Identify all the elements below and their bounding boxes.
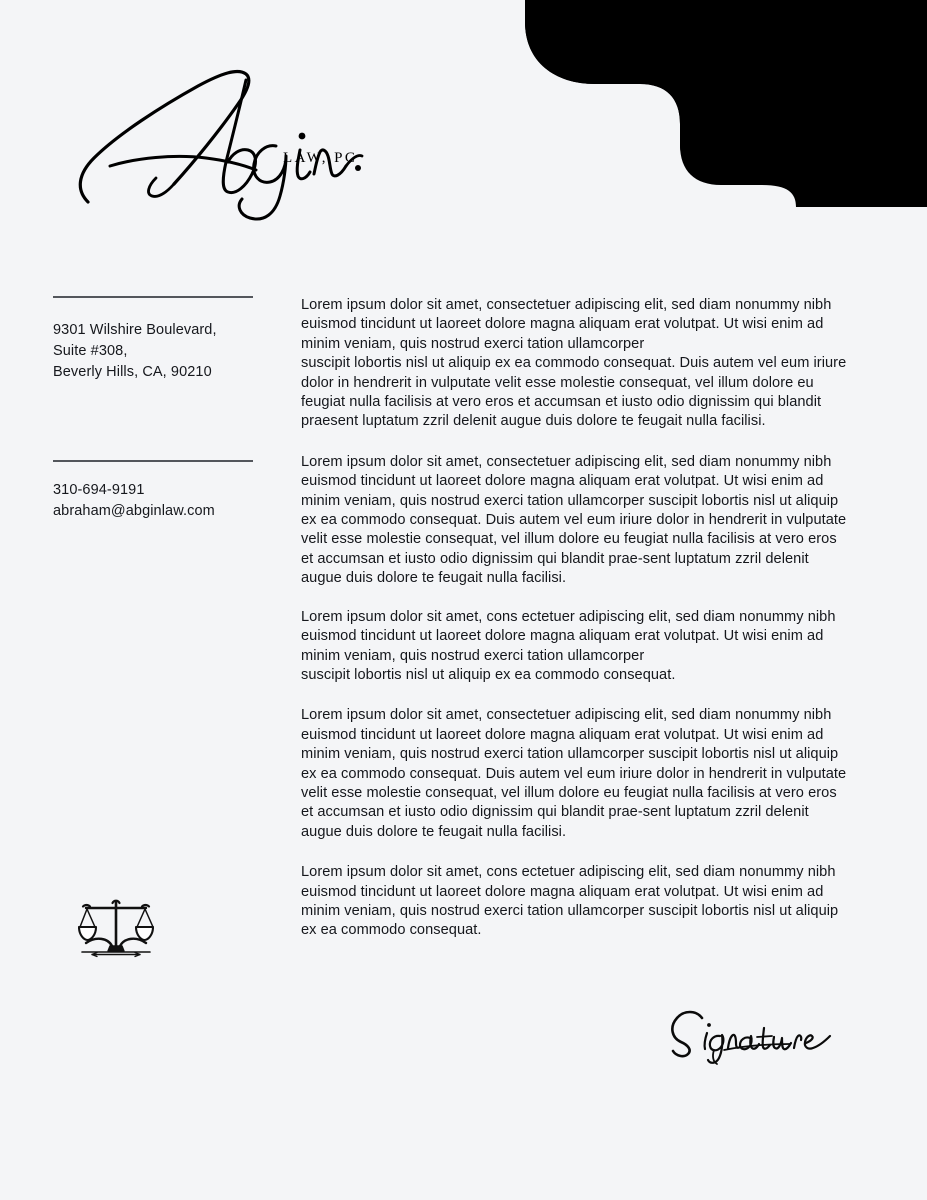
email-address[interactable]: abraham@abginlaw.com bbox=[53, 503, 215, 519]
logo-wordmark: LAW, PC bbox=[283, 150, 358, 166]
address-divider bbox=[53, 296, 253, 298]
address-line-1: 9301 Wilshire Boulevard, bbox=[53, 322, 217, 338]
contact-block bbox=[53, 480, 268, 522]
abgin-signature-logo-mark bbox=[70, 62, 370, 210]
body-paragraph-3: Lorem ipsum dolor sit amet, consectetuer adipiscing elit, sed diam nonummy nibh euismod tincidunt ut laoreet dolore magna aliquam erat volutpat. Ut wisi enim ad minim veniam, quis nostrud exerci tation ullamcorper suscipit lobortis nisl ut aliquip ex ea commodo consequat. Duis autem vel eum iriure dolor in hendrerit in vulputate velit esse molestie consequat, vel illum dolore eu feugiat nulla facilisis at vero eros et accumsan et iusto odio dignissim qui blandit prae-sent luptatum zzril delenit augue duis dolore te feugait nulla facilisi. bbox=[301, 707, 847, 840]
body-paragraph-2b: Lorem ipsum dolor sit amet, cons ectetuer adipiscing elit, sed diam nonummy nibh euismod tincidunt ut laoreet dolore magna aliquam erat volutpat. Ut wisi enim ad minim veniam, quis nostrud exerci tation ullamcorper suscipit lobortis nisl ut aliquip ex ea commodo consequat. bbox=[301, 608, 836, 683]
letter-body bbox=[301, 296, 853, 941]
body-paragraph-2: Lorem ipsum dolor sit amet, consectetuer adipiscing elit, sed diam nonummy nibh euismod tincidunt ut laoreet dolore magna aliquam erat volutpat. Ut wisi enim ad minim veniam, quis nostrud exerci tation ullamcorper suscipit lobortis nisl ut aliquip ex ea commodo consequat. Duis autem vel eum iriure dolor in hendrerit in vulputate velit esse molestie consequat, vel illum dolore eu feugiat nulla facilisis at vero eros et accumsan et iusto odio dignissim qui blandit prae-sent luptatum zzril delenit augue duis dolore te feugait nulla facilisi. bbox=[301, 453, 847, 587]
address-line-3: Beverly Hills, CA, 90210 bbox=[53, 364, 212, 380]
contact-column bbox=[53, 296, 268, 522]
company-logo bbox=[70, 62, 390, 212]
address-block bbox=[53, 320, 268, 383]
address-line-2: Suite #308, bbox=[53, 343, 128, 359]
phone-number[interactable]: 310-694-9191 bbox=[53, 482, 145, 498]
scales-of-justice-icon bbox=[78, 896, 154, 958]
decorative-stepped-shape bbox=[500, 0, 927, 210]
body-paragraph-1: Lorem ipsum dolor sit amet, consectetuer adipiscing elit, sed diam nonummy nibh euismod tincidunt ut laoreet dolore magna aliquam erat volutpat. Ut wisi enim ad minim veniam, quis nostrud exerci tation ullamcorper suscipit lobortis nisl ut aliquip ex ea commodo consequat. Duis autem vel eum iriure dolor in hendrerit in vulputate velit esse molestie consequat, vel illum dolore eu feugiat nulla facilisis at vero eros et accumsan et iusto odio dignissim qui blandit praesent luptatum zzril delenit augue duis dolore te feugait nulla facilisi. bbox=[301, 297, 847, 430]
contact-divider bbox=[53, 460, 253, 462]
signature-mark bbox=[664, 1006, 844, 1068]
body-paragraph-4: Lorem ipsum dolor sit amet, cons ectetuer adipiscing elit, sed diam nonummy nibh euismod tincidunt ut laoreet dolore magna aliquam erat volutpat. Ut wisi enim ad minim veniam, quis nostrud exerci tation ullamcorper suscipit lobortis nisl ut aliquip ex ea commodo consequat. bbox=[301, 864, 839, 939]
